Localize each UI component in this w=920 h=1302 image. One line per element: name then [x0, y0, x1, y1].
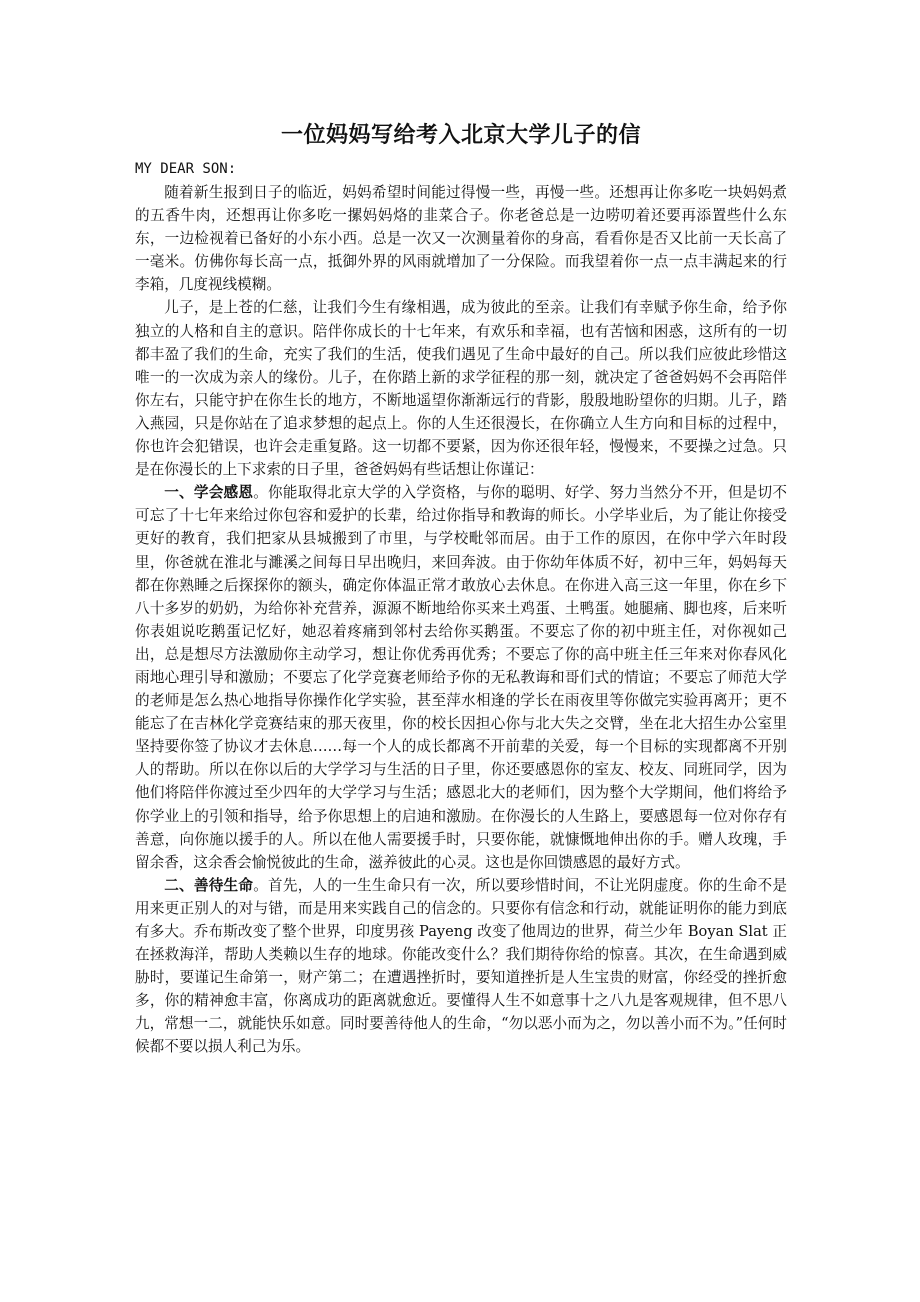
paragraph-text: 儿子，是上苍的仁慈，让我们今生有缘相遇，成为彼此的至亲。让我们有幸赋予你生命，给予你独立的人格和自主的意识。陪伴你成长的十七年来，有欢乐和幸福，也有苦恼和困惑，这所有的一切都丰盈了我们的生命，充实了我们的生活，使我们遇见了生命中最好的自己。所以我们应彼此珍惜这唯一的一次成为亲人的缘份。儿子，在你踏上新的求学征程的那一刻，就决定了爸爸妈妈不会再陪伴你左右，只能守护在你生长的地方，不断地遥望你渐渐远行的背影，殷殷地盼望你的归期。儿子，踏入燕园，只是你站在了追求梦想的起点上。你的人生还很漫长，在你确立人生方向和目标的过程中，你也许会犯错误，也许会走重复路。这一切都不要紧，因为你还很年轻，慢慢来，不要操之过急。只是在你漫长的上下求索的日子里，爸爸妈妈有些话想让你谨记：: [135, 299, 787, 479]
letter-page: [135, 118, 787, 1059]
document-title: 一位妈妈写给考入北京大学儿子的信: [280, 122, 641, 148]
section-gratitude: [135, 481, 787, 874]
paragraph-text: 。首先，人的一生生命只有一次，所以要珍惜时间，不让光阴虚度。你的生命不是用来更正别人的对与错，而是用来实践自己的信念的。只要你有信念和行动，就能证明你的能力到底有多大。乔布斯改变了整个世界，印度男孩 Payeng 改变了他周边的世界，荷兰少年 Boyan Slat 正在拯救海洋，帮助人类赖以生存的地球。你能改变什么？我们期待你给的惊喜。其次，在生命遇到威胁时，要谨记生命第一，财产第二；在遭遇挫折时，要知道挫折是人生宝贵的财富，你经受的挫折愈多，你的精神愈丰富，你离成功的距离就愈近。要懂得人生不如意事十之八九是客观规律，但不思八九，常想一二，就能快乐如意。同时要善待他人的生命，“勿以恶小而为之，勿以善小而不为。”任何时候都不要以损人利己为乐。: [135, 876, 787, 1056]
paragraph-2: [135, 296, 787, 481]
section-heading: 一、学会感恩: [164, 484, 254, 502]
paragraph-text: 随着新生报到日子的临近，妈妈希望时间能过得慢一些，再慢一些。还想再让你多吃一块妈妈煮的五香牛肉，还想再让你多吃一摞妈妈烙的韭菜合子。你老爸总是一边唠叨着还要再添置些什么东东，一边检视着已备好的小东小西。总是一次又一次测量着你的身高，看看你是否又比前一天长高了一毫米。仿佛你每长高一点，抵御外界的风雨就增加了一分保险。而我望着你一点一点丰满起来的行李箱，几度视线模糊。: [135, 184, 787, 294]
section-heading: 二、善待生命: [164, 876, 254, 894]
paragraph-text: 。你能取得北京大学的入学资格，与你的聪明、好学、努力当然分不开，但是切不可忘了十七年来给过你包容和爱护的长辈，给过你指导和教诲的师长。小学毕业后，为了能让你接受更好的教育，我们把家从县城搬到了市里，与学校毗邻而居。由于工作的原因，在你中学六年时段里，你爸就在淮北与濉溪之间每日早出晚归，来回奔波。由于你幼年体质不好，初中三年，妈妈每天都在你熟睡之后探探你的额头，确定你体温正常才敢放心去休息。在你进入高三这一年里，你在乡下八十多岁的奶奶，为给你补充营养，源源不断地给你买来土鸡蛋、土鸭蛋。她腿痛、脚也疼，后来听你表姐说吃鹅蛋记忆好，她忍着疼痛到邻村去给你买鹅蛋。不要忘了你的初中班主任，对你视如己出，总是想尽方法激励你主动学习，想让你优秀再优秀；不要忘了你的高中班主任三年来对你春风化雨地心理引导和激励；不要忘了化学竞赛老师给予你的无私教诲和哥们式的情谊；不要忘了师范大学的老师是怎么热心地指导你操作化学实验，甚至萍水相逢的学长在雨夜里等你做完实验再离开；更不能忘了在吉林化学竞赛结束的那天夜里，你的校长因担心你与北大失之交臂，坐在北大招生办公室里坚持要你签了协议才去休息……每一个人的成长都离不开前辈的关爱，每一个目标的实现都离不开别人的帮助。所以在你以后的大学学习与生活的日子里，你还要感恩你的室友、校友、同班同学，因为他们将陪伴你渡过至少四年的大学学习与生活；感恩北大的老师们，因为整个大学期间，他们将给予你学业上的引领和指导，给予你思想上的启迪和激励。在你漫长的人生路上，要感恩每一位对你存有善意，向你施以援手的人。所以在他人需要援手时，只要你能，就慷慨地伸出你的手。赠人玫瑰，手留余香，这余香会愉悦彼此的生命，滋养彼此的心灵。这也是你回馈感恩的最好方式。: [135, 484, 787, 871]
paragraph-1: [135, 181, 787, 296]
section-cherish-life: [135, 874, 787, 1059]
salutation: MY DEAR SON:: [135, 161, 237, 177]
